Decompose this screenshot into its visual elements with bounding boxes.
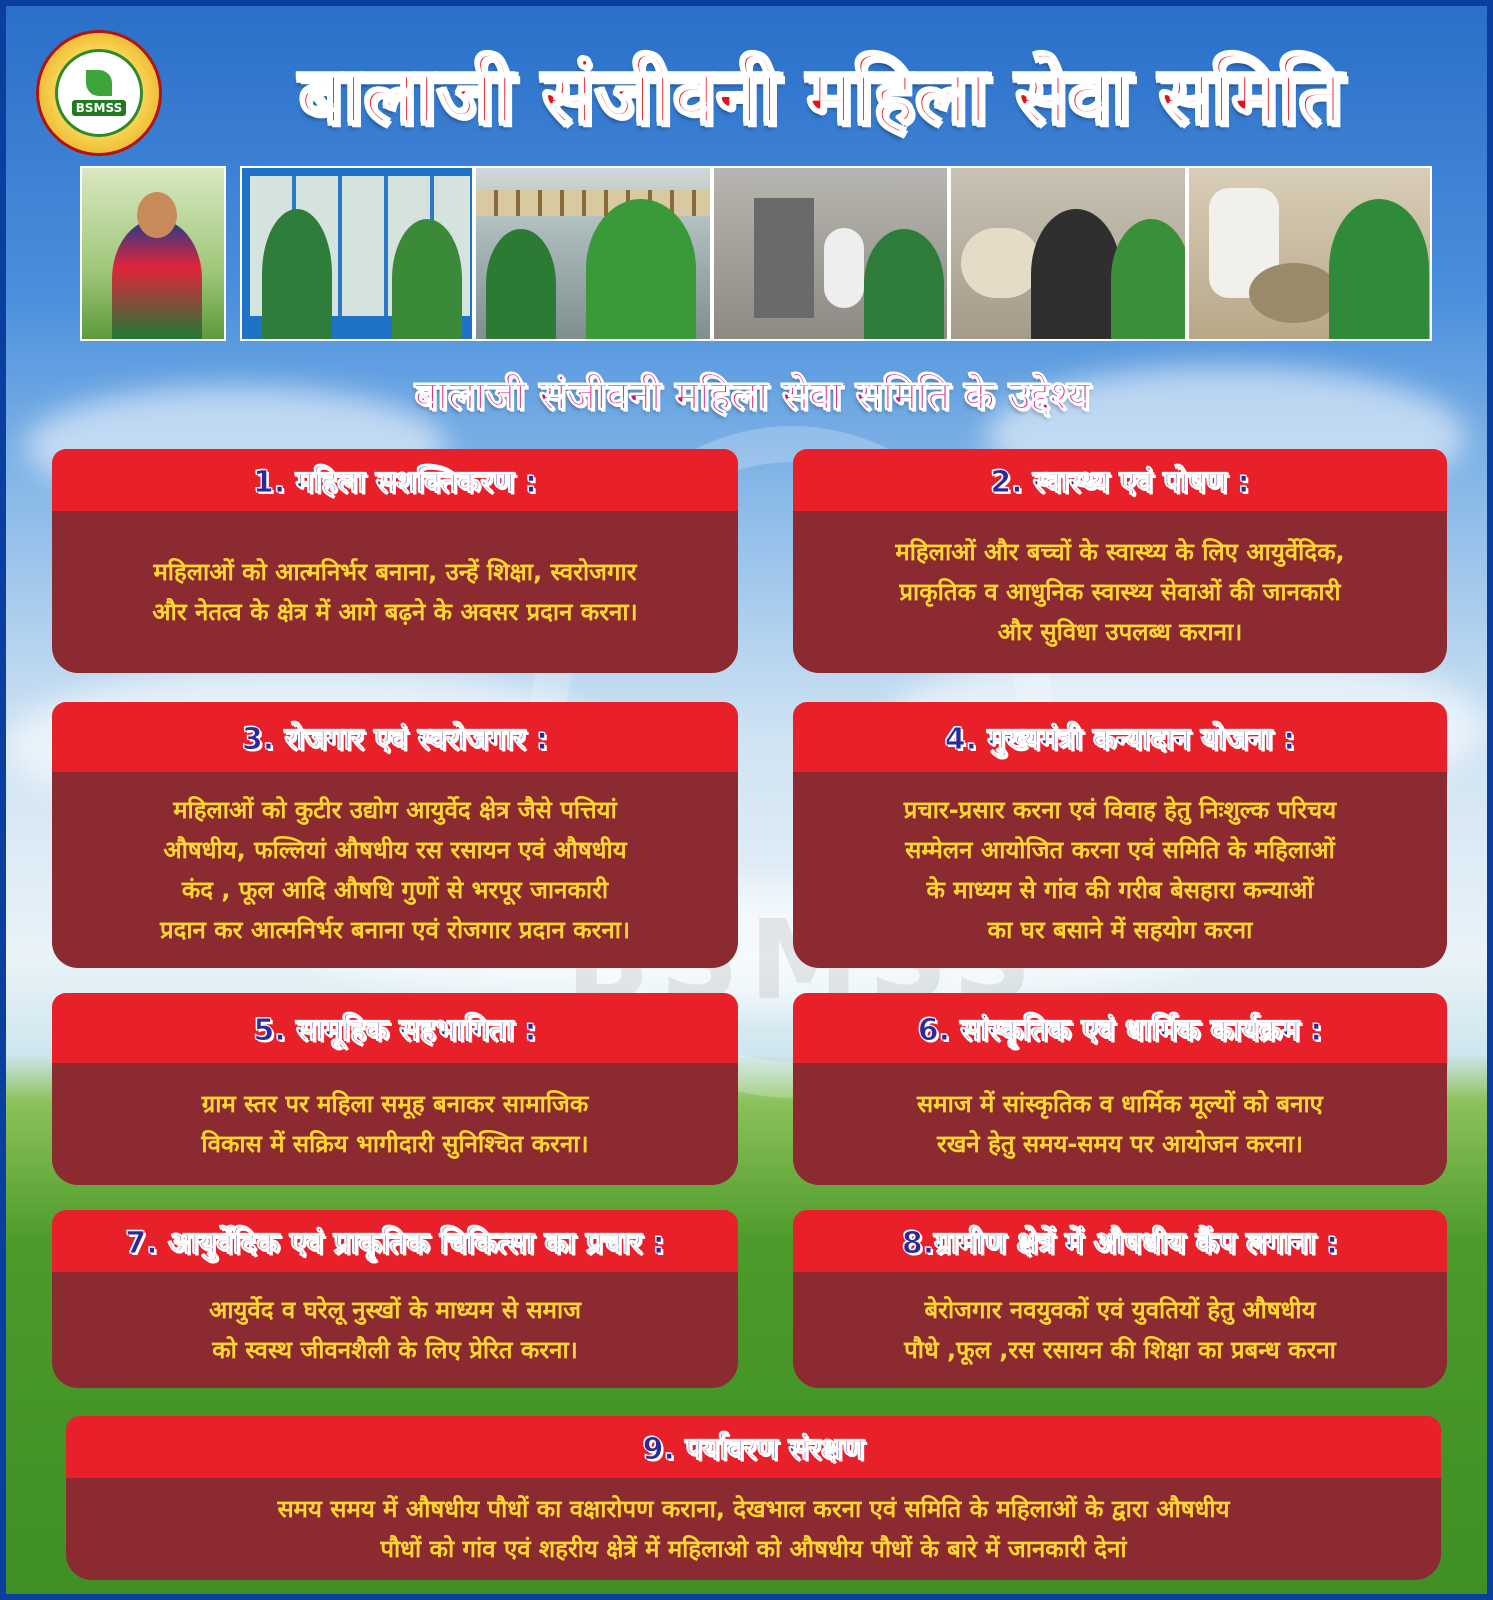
objective-card-9	[66, 1416, 1441, 1580]
objective-title-bar	[793, 1210, 1447, 1272]
grinding-machine-photo	[712, 166, 950, 341]
objective-card-3	[52, 702, 738, 968]
objective-card-7	[52, 1210, 738, 1388]
objective-title: 4. मुख्यमंत्री कन्यादान योजना :	[944, 721, 1296, 757]
objective-text: बेरोजगार नवयुवकों एवं युवतियों हेतु औषधीय पौधे ,फूल ,रस रसायन की शिक्षा का प्रबन्ध करना	[904, 1296, 1336, 1364]
objective-text: ग्राम स्तर पर महिला समूह बनाकर सामाजिक विकास में सक्रिय भागीदारी सुनिश्चित करना।	[201, 1090, 589, 1158]
objective-title-bar	[66, 1416, 1441, 1478]
photo-strip	[80, 166, 1432, 341]
objective-card-6	[793, 993, 1447, 1185]
objective-body	[66, 1478, 1441, 1580]
herbal-chart-display-photo	[240, 166, 474, 341]
objective-title: 1. महिला सशक्तिकरण :	[253, 464, 537, 500]
objective-text: महिलाओं को कुटीर उद्योग आयुर्वेद क्षेत्र जैसे पत्तियां औषधीय, फल्लियां औषधीय रस रसायन एवं औषधीय कंद , फूल आदि औषधि गुणों से भरपूर जानकारी प्रदान कर आत्मनिर्भर बनाना एवं रोजगार प्रदान करना।	[159, 796, 631, 944]
objective-card-8	[793, 1210, 1447, 1388]
objective-text: आयुर्वेद व घरेलू नुस्खों के माध्यम से समाज को स्वस्थ जीवनशैली के लिए प्रेरित करना।	[208, 1296, 582, 1364]
objective-text: महिलाओं और बच्चों के स्वास्थ्य के लिए आयुर्वेदिक, प्राकृतिक व आधुनिक स्वास्थ्य सेवाओं की जानकारी और सुविधा उपलब्ध कराना।	[895, 538, 1345, 646]
objective-title: 2. स्वास्थ्य एवं पोषण :	[990, 464, 1250, 500]
objective-body	[52, 1063, 738, 1185]
objective-text: समाज में सांस्कृतिक व धार्मिक मूल्यों को बनाए रखने हेतु समय-समय पर आयोजन करना।	[917, 1090, 1323, 1158]
objective-body	[793, 511, 1447, 673]
objective-card-4	[793, 702, 1447, 968]
objective-body	[793, 1063, 1447, 1185]
objective-body	[52, 1272, 738, 1388]
packaging-herbs-photo	[949, 166, 1187, 341]
objective-card-5	[52, 993, 738, 1185]
objective-title: 9. पर्यावरण संरक्षण	[642, 1431, 865, 1467]
objective-title-bar	[793, 993, 1447, 1063]
woman-holding-product-photo	[80, 166, 226, 341]
page-title: बालाजी संजीवनी महिला सेवा समिति	[298, 52, 1344, 142]
objective-title: 7. आयुर्वेदिक एवं प्राकृतिक चिकित्सा का प्रचार :	[125, 1225, 665, 1261]
leaf-icon	[86, 70, 112, 96]
objective-card-1	[52, 449, 738, 673]
objective-title: 8.ग्रामीण क्षेत्रें में औषधीय कैंप लगाना :	[901, 1225, 1339, 1261]
objective-body	[52, 511, 738, 673]
sieving-powder-photo	[1187, 166, 1432, 341]
logo-abbreviation: BSMSS	[72, 100, 126, 116]
objective-body	[793, 1272, 1447, 1388]
objectives-heading: बालाजी संजीवनी महिला सेवा समिति के उद्देश्य	[414, 373, 1091, 419]
objective-text: महिलाओं को आत्मनिर्भर बनाना, उन्हें शिक्षा, स्वरोजगार और नेतत्व के क्षेत्र में आगे बढ़ने के अवसर प्रदान करना।	[152, 558, 638, 626]
objective-title-bar	[52, 1210, 738, 1272]
objective-text: प्रचार-प्रसार करना एवं विवाह हेतु निःशुल्क परिचय सम्मेलन आयोजित करना एवं समिति के महिलाओं के माध्यम से गांव की गरीब बेसहारा कन्याओं का घर बसाने में सहयोग करना	[903, 796, 1337, 944]
objective-title-bar	[52, 993, 738, 1063]
objective-title: 6. सांस्कृतिक एवं धार्मिक कार्यक्रम :	[917, 1012, 1323, 1048]
objective-text: समय समय में औषधीय पौधों का वक्षारोपण कराना, देखभाल करना एवं समिति के महिलाओं के द्वारा औषधीय पौधों को गांव एवं शहरीय क्षेत्रें में महिलाओ को औषधीय पौधों के बारे में जानकारी देनां	[277, 1495, 1230, 1563]
objective-title: 5. सामूहिक सहभागिता :	[253, 1012, 537, 1048]
objective-card-2	[793, 449, 1447, 673]
organization-logo	[36, 30, 162, 156]
logo-emblem	[55, 49, 143, 137]
objective-body	[793, 772, 1447, 968]
objective-title-bar	[52, 702, 738, 772]
objective-title-bar	[793, 702, 1447, 772]
objective-title-bar	[793, 449, 1447, 511]
objective-title: 3. रोजगार एवं स्वरोजगार :	[241, 721, 549, 757]
herb-jars-shelf-photo	[474, 166, 712, 341]
objective-title-bar	[52, 449, 738, 511]
objective-body	[52, 772, 738, 968]
